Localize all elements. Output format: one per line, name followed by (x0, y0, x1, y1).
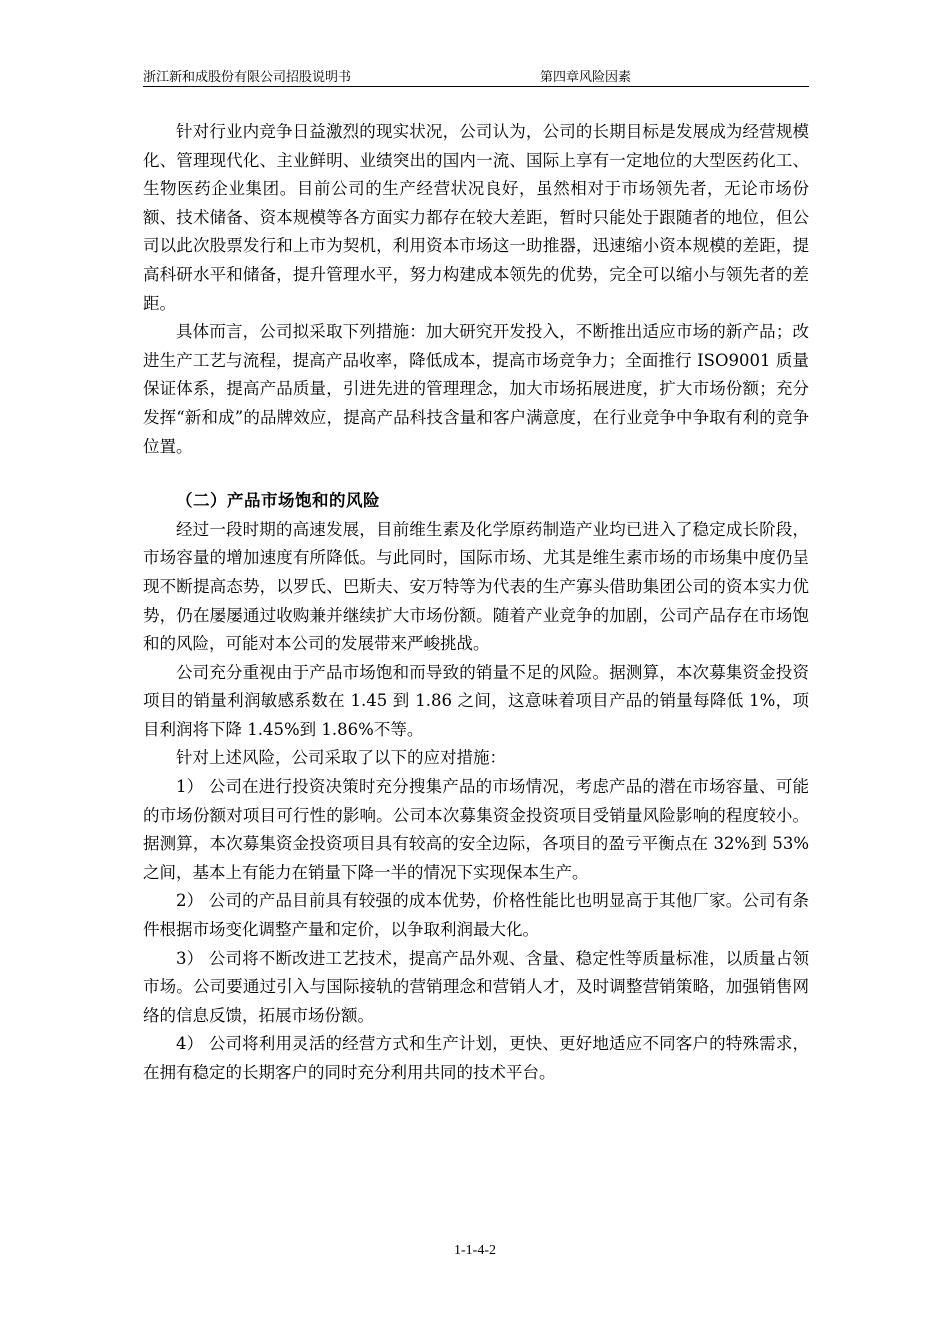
header-chapter-title: 第四章风险因素 (540, 70, 632, 85)
list-item-4: 4） 公司将利用灵活的经营方式和生产计划，更快、更好地适应不同客户的特殊需求，在拥有稳定的长期客户的同时充分利用共同的技术平台。 (143, 1034, 809, 1082)
page-number: 1-1-4-2 (454, 1243, 496, 1258)
header-document-title: 浙江新和成股份有限公司招股说明书 (143, 70, 352, 85)
paragraph-measures: 具体而言，公司拟采取下列措施：加大研究开发投入，不断推出适应市场的新产品；改进生产工艺与流程，提高产品收率，降低成本，提高市场竞争力；全面推行 ISO9001 质量保证体系，提高产品质量，引进先进的管理理念，加大市场拓展进度，扩大市场份额；充分发挥“新和成”的品牌效应，提高产品科技含量和客户满意度，在行业竞争中争取有利的竞争位置。 (143, 322, 809, 456)
list-item-2: 2） 公司的产品目前具有较强的成本优势，价格性能比也明显高于其他厂家。公司有条件根据市场变化调整产量和定价，以争取利润最大化。 (143, 891, 809, 940)
paragraph-response-intro: 针对上述风险，公司采取了以下的应对措施： (176, 748, 506, 768)
list-item-3: 3） 公司将不断改进工艺技术，提高产品外观、含量、稳定性等质量标准，以质量占领市场。公司要通过引入与国际接轨的营销理念和营销人才，及时调整营销策略，加强销售网络的信息反馈，拓展市场份额。 (143, 948, 809, 1025)
document-body (143, 118, 809, 1088)
section-heading-market-saturation: （二）产品市场饱和的风险 (176, 491, 380, 511)
page-header (143, 62, 809, 87)
paragraph-market-background: 经过一段时期的高速发展，目前维生素及化学原药制造产业均已进入了稳定成长阶段，市场容量的增加速度有所降低。与此同时，国际市场、尤其是维生素市场的市场集中度仍呈现不断提高态势，以罗氏、巴斯夫、安万特等为代表的生产寡头借助集团公司的资本实力优势，仍在屡屡通过收购兼并继续扩大市场份额。随着产业竞争的加剧，公司产品存在市场饱和的风险，可能对本公司的发展带来严峻挑战。 (143, 519, 809, 654)
list-item-1: 1） 公司在进行投资决策时充分搜集产品的市场情况，考虑产品的潜在市场容量、可能的市场份额对项目可行性的影响。公司本次募集资金投资项目受销量风险影响的程度较小。据测算，本次募集资金投资项目具有较高的安全边际，各项目的盈亏平衡点在 32%到 53%之间，基本上有能力在销量下降一半的情况下实现保本生产。 (143, 777, 809, 882)
paragraph-sensitivity: 公司充分重视由于产品市场饱和而导致的销量不足的风险。据测算，本次募集资金投资项目的销量利润敏感系数在 1.45 到 1.86 之间，这意味着项目产品的销量每降低 1%，项目利润将下降 1.45%到 1.86%不等。 (143, 662, 809, 739)
paragraph-competition-goal: 针对行业内竞争日益激烈的现实状况，公司认为，公司的长期目标是发展成为经营规模化、管理现代化、主业鲜明、业绩突出的国内一流、国际上享有一定地位的大型医药化工、生物医药企业集团。目前公司的生产经营状况良好，虽然相对于市场领先者，无论市场份额、技术储备、资本规模等各方面实力都存在较大差距，暂时只能处于跟随者的地位，但公司以此次股票发行和上市为契机，利用资本市场这一助推器，迅速缩小资本规模的差距，提高科研水平和储备，提升管理水平，努力构建成本领先的优势，完全可以缩小与领先者的差距。 (143, 122, 809, 313)
